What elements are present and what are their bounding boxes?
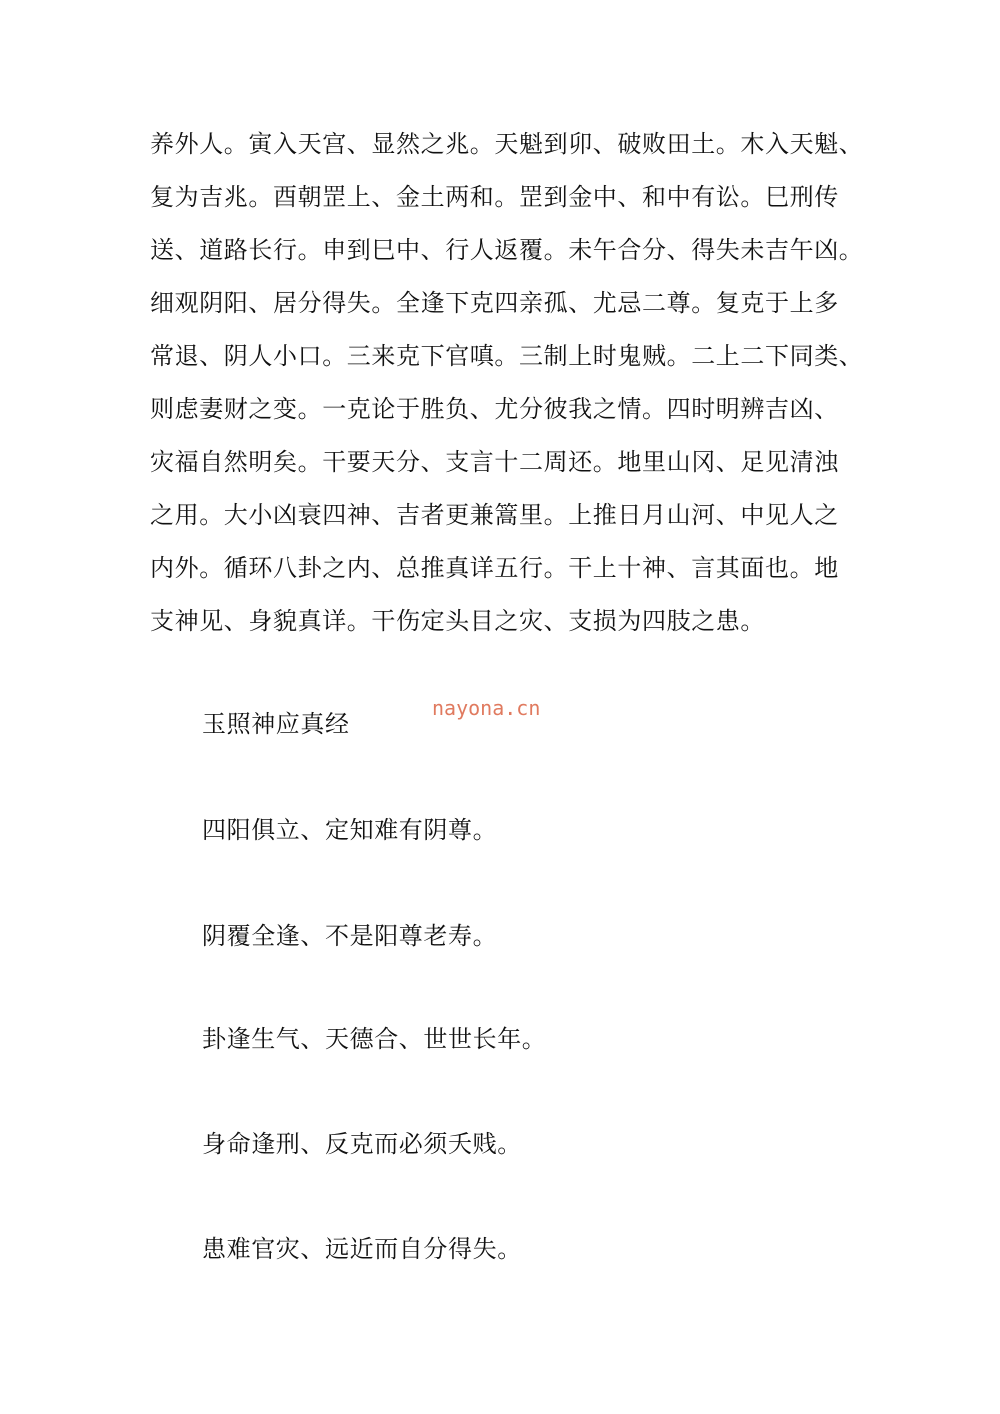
verse-line: 四阳俱立、定知难有阴尊。 xyxy=(202,816,498,844)
watermark: nayona.cn xyxy=(432,696,541,720)
paragraph-line: 养外人。寅入天宫、显然之兆。天魁到卯、破败田土。木入天魁、 xyxy=(150,130,864,158)
paragraph-line: 则虑妻财之变。一克论于胜负、尤分彼我之情。四时明辨吉凶、 xyxy=(150,395,839,423)
paragraph-line: 之用。大小凶衰四神、吉者更兼篙里。上推日月山河、中见人之 xyxy=(150,501,839,529)
paragraph-line: 复为吉兆。酉朝罡上、金土两和。罡到金中、和中有讼。巳刑传 xyxy=(150,183,839,211)
paragraph-line: 灾福自然明矣。干要天分、支言十二周还。地里山冈、足见清浊 xyxy=(150,448,839,476)
paragraph-line: 细观阴阳、居分得失。全逢下克四亲孤、尤忌二尊。复克于上多 xyxy=(150,289,839,317)
paragraph-line: 常退、阴人小口。三来克下官嗔。三制上时鬼贼。二上二下同类、 xyxy=(150,342,864,370)
verse-line: 身命逢刑、反克而必须夭贱。 xyxy=(202,1130,522,1158)
verse-line: 阴覆全逢、不是阳尊老寿。 xyxy=(202,922,498,950)
paragraph-line: 送、道路长行。申到巳中、行人返覆。未午合分、得失未吉午凶。 xyxy=(150,236,864,264)
section-title: 玉照神应真经 xyxy=(202,710,350,738)
paragraph-line: 支神见、身貌真详。干伤定头目之灾、支损为四肢之患。 xyxy=(150,607,765,635)
verse-line: 患难官灾、远近而自分得失。 xyxy=(202,1235,522,1263)
paragraph-line: 内外。循环八卦之内、总推真详五行。干上十神、言其面也。地 xyxy=(150,554,839,582)
verse-line: 卦逢生气、天德合、世世长年。 xyxy=(202,1025,547,1053)
